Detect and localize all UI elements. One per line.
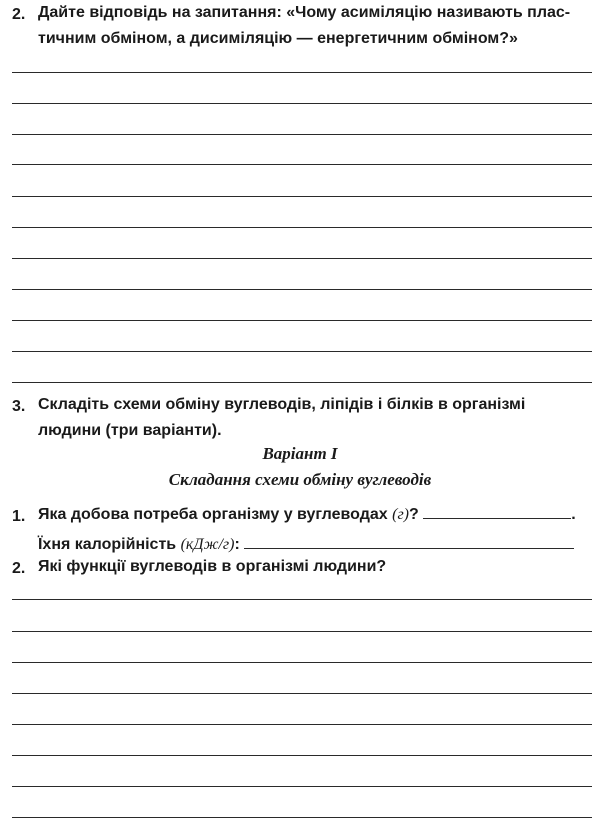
sub-question-1-qmark: ?: [409, 506, 419, 523]
answer-line[interactable]: [12, 351, 592, 352]
answer-line[interactable]: [12, 196, 592, 197]
variant-title: Варіант І: [262, 444, 338, 463]
sub-question-2-number: 2.: [12, 560, 26, 577]
answer-line[interactable]: [12, 382, 592, 383]
question-2-line-1: Дайте відповідь на запитання: «Чому асиміляцію називають плас-: [38, 4, 571, 21]
answer-line[interactable]: [12, 662, 592, 663]
answer-line[interactable]: [12, 786, 592, 787]
sub-question-1-number: 1.: [12, 508, 26, 525]
calorie-unit: (кДж/г): [180, 536, 235, 553]
calorie-text: Їхня калорійність: [38, 536, 177, 553]
answer-line[interactable]: [12, 320, 592, 321]
question-3-line-1: Складіть схеми обміну вуглеводів, ліпідів і білків в організмі: [38, 396, 526, 413]
sub-question-1-text: Яка добова потреба організму у вуглеводах: [38, 506, 388, 523]
variant-subtitle: Складання схеми обміну вуглеводів: [168, 470, 432, 489]
sub-question-1-unit: (г): [392, 506, 410, 523]
answer-line[interactable]: [12, 599, 592, 600]
question-2-line-2: тичним обміном, а дисиміляцію — енергетичним обміном?»: [38, 30, 518, 47]
question-3-number: 3.: [12, 398, 26, 415]
daily-need-blank[interactable]: [423, 504, 571, 519]
calorie-colon: :: [234, 536, 240, 553]
answer-line[interactable]: [12, 289, 592, 290]
calorie-blank[interactable]: [244, 534, 574, 549]
answer-line[interactable]: [12, 724, 592, 725]
question-2-number: 2.: [12, 6, 26, 23]
sub-question-2-text: Які функції вуглеводів в організмі людини?: [38, 558, 387, 575]
sub-question-1-period: .: [571, 506, 576, 523]
answer-line[interactable]: [12, 693, 592, 694]
answer-line[interactable]: [12, 258, 592, 259]
answer-line[interactable]: [12, 103, 592, 104]
answer-line[interactable]: [12, 164, 592, 165]
answer-line[interactable]: [12, 631, 592, 632]
answer-line[interactable]: [12, 227, 592, 228]
answer-line[interactable]: [12, 134, 592, 135]
answer-line[interactable]: [12, 817, 592, 818]
answer-line[interactable]: [12, 72, 592, 73]
question-3-line-2: людини (три варіанти).: [38, 422, 222, 439]
answer-line[interactable]: [12, 755, 592, 756]
sub-question-1-line: [38, 502, 576, 528]
